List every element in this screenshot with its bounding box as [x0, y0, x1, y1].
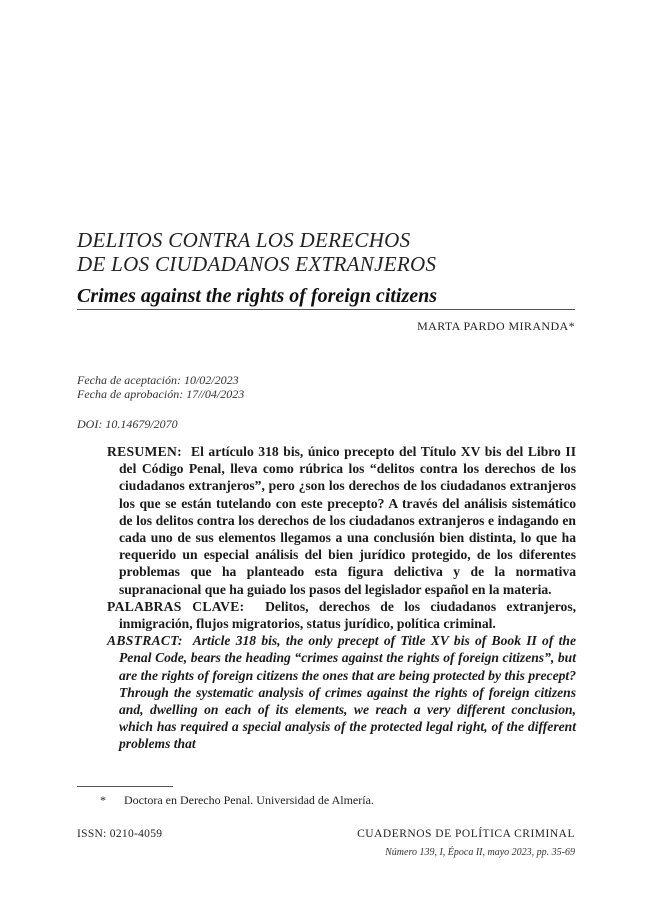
acceptance-date: Fecha de aceptación: 10/02/2023: [77, 373, 239, 387]
resumen-text: El artículo 318 bis, único precepto del Título XV bis del Libro II del Código Penal, lleva como rúbrica los “delitos contra los derechos de los ciudadanos extranjeros”, pero ¿son los derechos de los ciudadanos extranjeros los que se están tutelando con este precepto? A través del análisis sistemático de los delitos contra los derechos de los ciudadanos extranjeros e indagando en cada uno de sus elementos llegamos a una conclusión bien distinta, lo que ha requerido un especial análisis del bien jurídico protegido, de los diferentes problemas que ha planteado esta figura delictiva y de la normativa supranacional que ha guiado los pasos del legislador español en la materia.: [119, 444, 576, 597]
abstract-paragraph: [107, 632, 576, 752]
abstract-label: ABSTRACT:: [107, 633, 183, 649]
resumen-label: RESUMEN:: [107, 444, 182, 459]
title-line-2: DE LOS CIUDADANOS EXTRANJEROS: [77, 252, 437, 276]
article-title-english: Crimes against the rights of foreign citizens: [77, 285, 438, 307]
abstract-text: Article 318 bis, the only precept of Title XV bis of Book II of the Penal Code, bears the heading “crimes against the rights of foreign citizens”, but are the rights of foreign citizens the ones that are being protected by this precept? Through the systematic analysis of crimes against the rights of foreign citizens and, dwelling on each of its elements, we reach a very different conclusion, which has required a special analysis of the protected legal right, of the different problems that: [119, 633, 576, 752]
approval-date: Fecha de aprobación: 17//04/2023: [77, 387, 245, 401]
footnote-divider: [77, 786, 173, 787]
keywords-text: Delitos, derechos de los ciudadanos extranjeros, inmigración, flujos migratorios, status jurídico, política criminal.: [119, 598, 577, 632]
footnote: [100, 793, 374, 808]
resumen-paragraph: [107, 443, 576, 598]
issn: ISSN: 0210-4059: [77, 828, 163, 840]
footnote-text: Doctora en Derecho Penal. Universidad de Almería.: [124, 793, 374, 807]
doi: DOI: 10.14679/2070: [77, 417, 178, 431]
title-divider: [77, 309, 575, 310]
footnote-mark: *: [100, 793, 106, 807]
issue-info: Número 139, I, Época II, mayo 2023, pp. 35-69: [385, 847, 575, 858]
abstract-section: [107, 443, 576, 753]
article-title-spanish: [77, 228, 577, 276]
title-line-1: DELITOS CONTRA LOS DERECHOS: [77, 228, 411, 252]
keywords-paragraph: [107, 598, 576, 632]
keywords-label: PALABRAS CLAVE:: [107, 598, 245, 614]
article-dates: [77, 373, 244, 401]
author-name: MARTA PARDO MIRANDA*: [417, 319, 575, 333]
journal-name: CUADERNOS DE POLÍTICA CRIMINAL: [357, 828, 575, 840]
